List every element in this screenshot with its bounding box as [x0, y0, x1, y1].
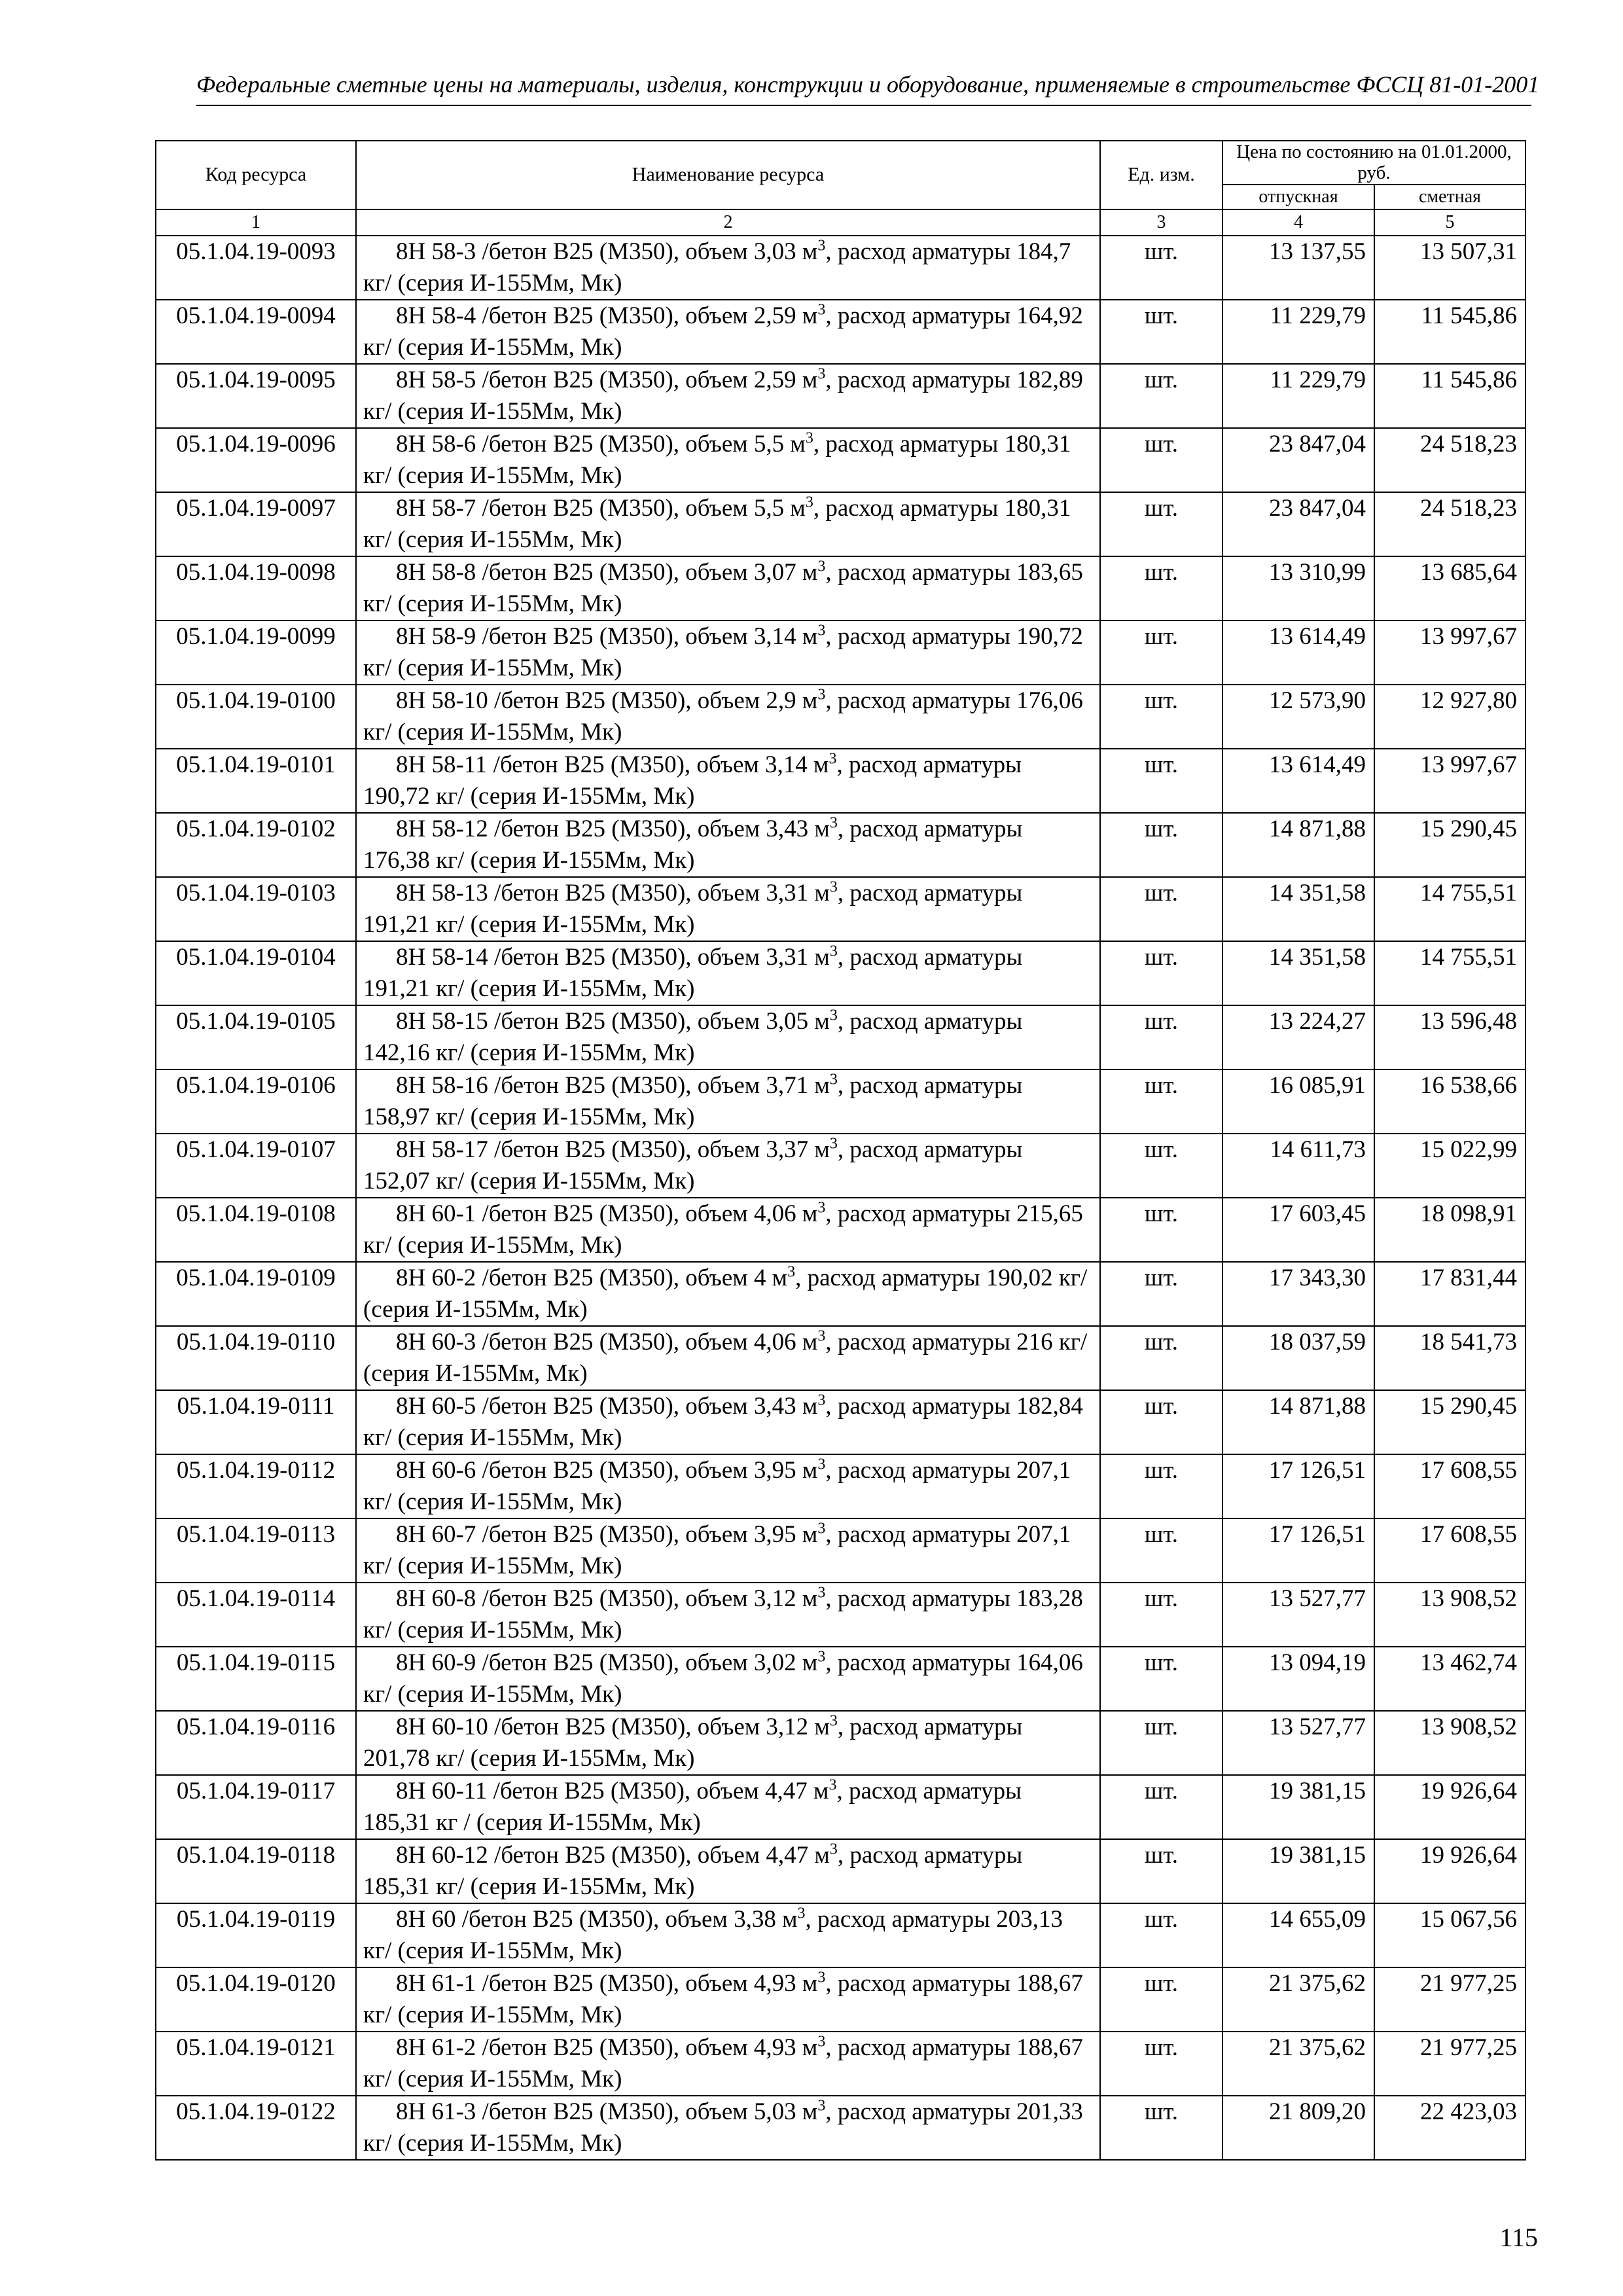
resource-code: 05.1.04.19-0113: [156, 1518, 356, 1583]
resource-name-text: , расход арматуры 185,31 кг / (серия И-155Мм, Мк): [363, 1777, 1022, 1836]
resource-name: [356, 1069, 1100, 1134]
unit: шт.: [1100, 1454, 1222, 1518]
resource-name-text: , расход арматуры 188,67 кг/ (серия И-155Мм, Мк): [363, 2034, 1083, 2092]
estimate-price: 15 067,56: [1374, 1903, 1525, 1967]
estimate-price: 12 927,80: [1374, 685, 1525, 749]
superscript-exponent: 3: [817, 686, 826, 704]
superscript-exponent: 3: [805, 429, 813, 447]
resource-name-text: 8Н 58-7 /бетон В25 (М350), объем 5,5 м: [396, 494, 806, 522]
release-price: 13 527,77: [1222, 1583, 1374, 1647]
table-row: [156, 620, 1525, 685]
resource-name-text: 8Н 58-8 /бетон В25 (М350), объем 3,07 м: [396, 558, 818, 586]
resource-name-text: , расход арматуры 207,1 кг/ (серия И-155Мм, Мк): [363, 1520, 1071, 1579]
release-price: 21 809,20: [1222, 2096, 1374, 2160]
unit: шт.: [1100, 1967, 1222, 2032]
table-row: [156, 1711, 1525, 1775]
release-price: 23 847,04: [1222, 492, 1374, 556]
resource-name-text: 8Н 60-6 /бетон В25 (М350), объем 3,95 м: [396, 1456, 818, 1484]
resource-name-text: , расход арматуры 190,72 кг/ (серия И-155Мм, Мк): [363, 751, 1022, 810]
release-price: 17 126,51: [1222, 1518, 1374, 1583]
estimate-price: 17 608,55: [1374, 1518, 1525, 1583]
resource-name-text: , расход арматуры 176,38 кг/ (серия И-155Мм, Мк): [363, 815, 1023, 874]
table-row: [156, 1198, 1525, 1262]
resource-name-text: 8Н 58-15 /бетон В25 (М350), объем 3,05 м: [396, 1007, 830, 1035]
release-price: 13 224,27: [1222, 1005, 1374, 1069]
table-row: [156, 1326, 1525, 1390]
table-row: [156, 685, 1525, 749]
table-row: [156, 1903, 1525, 1967]
resource-name-text: , расход арматуры 216 кг/ (серия И-155Мм, Мк): [363, 1328, 1088, 1387]
resource-code: 05.1.04.19-0114: [156, 1583, 356, 1647]
resource-name-text: 8Н 60-3 /бетон В25 (М350), объем 4,06 м: [396, 1328, 818, 1355]
superscript-exponent: 3: [817, 558, 826, 575]
resource-code: 05.1.04.19-0103: [156, 877, 356, 941]
page-number: 115: [1499, 2223, 1538, 2252]
header-unit: Ед. изм.: [1100, 141, 1222, 209]
unit: шт.: [1100, 2096, 1222, 2160]
table-row: [156, 877, 1525, 941]
resource-name-text: 8Н 58-17 /бетон В25 (М350), объем 3,37 м: [396, 1136, 830, 1163]
estimate-price: 14 755,51: [1374, 941, 1525, 1005]
table-row: [156, 1967, 1525, 2032]
superscript-exponent: 3: [829, 1840, 838, 1858]
release-price: 13 527,77: [1222, 1711, 1374, 1775]
resource-name-text: , расход арматуры 182,89 кг/ (серия И-155Мм, Мк): [363, 366, 1083, 425]
unit: шт.: [1100, 2032, 1222, 2096]
resource-name-text: 8Н 58-5 /бетон В25 (М350), объем 2,59 м: [396, 366, 818, 393]
estimate-price: 21 977,25: [1374, 1967, 1525, 2032]
resource-code: 05.1.04.19-0119: [156, 1903, 356, 1967]
estimate-price: 19 926,64: [1374, 1839, 1525, 1903]
release-price: 14 351,58: [1222, 941, 1374, 1005]
superscript-exponent: 3: [817, 301, 826, 319]
resource-name-text: , расход арматуры 142,16 кг/ (серия И-155Мм, Мк): [363, 1007, 1023, 1066]
resource-name-text: , расход арматуры 207,1 кг/ (серия И-155Мм, Мк): [363, 1456, 1071, 1515]
table-row: [156, 300, 1525, 364]
release-price: 14 611,73: [1222, 1134, 1374, 1198]
unit: шт.: [1100, 1262, 1222, 1326]
superscript-exponent: 3: [829, 814, 838, 832]
superscript-exponent: 3: [829, 1007, 838, 1024]
header-release-price: отпускная: [1222, 185, 1374, 209]
resource-name-text: , расход арматуры 190,72 кг/ (серия И-155Мм, Мк): [363, 622, 1083, 681]
table-row: [156, 492, 1525, 556]
resource-name-text: , расход арматуры 203,13 кг/ (серия И-155Мм, Мк): [363, 1905, 1063, 1964]
estimate-price: 24 518,23: [1374, 428, 1525, 492]
unit: шт.: [1100, 877, 1222, 941]
resource-name: [356, 1711, 1100, 1775]
unit: шт.: [1100, 492, 1222, 556]
estimate-price: 13 997,67: [1374, 620, 1525, 685]
superscript-exponent: 3: [817, 1327, 826, 1345]
estimate-price: 13 507,31: [1374, 236, 1525, 300]
unit: шт.: [1100, 364, 1222, 428]
resource-code: 05.1.04.19-0115: [156, 1647, 356, 1711]
resource-name: [356, 877, 1100, 941]
resource-name-text: 8Н 61-3 /бетон В25 (М350), объем 5,03 м: [396, 2098, 818, 2125]
unit: шт.: [1100, 1903, 1222, 1967]
estimate-price: 22 423,03: [1374, 2096, 1525, 2160]
resource-code: 05.1.04.19-0101: [156, 749, 356, 813]
table-row: [156, 1839, 1525, 1903]
resource-code: 05.1.04.19-0111: [156, 1390, 356, 1454]
header-code: Код ресурса: [156, 141, 356, 209]
resource-name-text: 8Н 60-7 /бетон В25 (М350), объем 3,95 м: [396, 1520, 818, 1548]
running-header: Федеральные сметные цены на материалы, изделия, конструкции и оборудование, применяемые в строительстве ФССЦ 81-01-2001: [196, 71, 1540, 98]
estimate-price: 17 608,55: [1374, 1454, 1525, 1518]
resource-code: 05.1.04.19-0112: [156, 1454, 356, 1518]
resource-name: [356, 556, 1100, 620]
resource-code: 05.1.04.19-0099: [156, 620, 356, 685]
resource-code: 05.1.04.19-0097: [156, 492, 356, 556]
release-price: 12 573,90: [1222, 685, 1374, 749]
estimate-price: 14 755,51: [1374, 877, 1525, 941]
unit: шт.: [1100, 1583, 1222, 1647]
release-price: 13 137,55: [1222, 236, 1374, 300]
column-number: 3: [1100, 209, 1222, 236]
release-price: 23 847,04: [1222, 428, 1374, 492]
estimate-price: 13 596,48: [1374, 1005, 1525, 1069]
column-number-row: [156, 209, 1525, 236]
resource-code: 05.1.04.19-0109: [156, 1262, 356, 1326]
resource-name-text: 8Н 61-2 /бетон В25 (М350), объем 4,93 м: [396, 2034, 818, 2061]
table-row: [156, 364, 1525, 428]
resource-name: [356, 1198, 1100, 1262]
unit: шт.: [1100, 1775, 1222, 1839]
table-row: [156, 428, 1525, 492]
resource-name: [356, 1903, 1100, 1967]
resource-name-text: , расход арматуры 191,21 кг/ (серия И-155Мм, Мк): [363, 879, 1023, 938]
unit: шт.: [1100, 428, 1222, 492]
resource-code: 05.1.04.19-0102: [156, 813, 356, 877]
resource-name: [356, 236, 1100, 300]
unit: шт.: [1100, 1518, 1222, 1583]
resource-name: [356, 1775, 1100, 1839]
resource-name-text: , расход арматуры 183,28 кг/ (серия И-155Мм, Мк): [363, 1585, 1083, 1643]
resource-name-text: , расход арматуры 180,31 кг/ (серия И-155Мм, Мк): [363, 430, 1071, 489]
estimate-price: 18 541,73: [1374, 1326, 1525, 1390]
resource-name-text: , расход арматуры 184,7 кг/ (серия И-155Мм, Мк): [363, 238, 1071, 296]
table-row: [156, 1262, 1525, 1326]
superscript-exponent: 3: [817, 1969, 826, 1986]
release-price: 21 375,62: [1222, 2032, 1374, 2096]
unit: шт.: [1100, 300, 1222, 364]
unit: шт.: [1100, 1134, 1222, 1198]
unit: шт.: [1100, 1390, 1222, 1454]
superscript-exponent: 3: [817, 1391, 826, 1409]
release-price: 17 126,51: [1222, 1454, 1374, 1518]
resource-name-text: 8Н 58-3 /бетон В25 (М350), объем 3,03 м: [396, 238, 818, 265]
superscript-exponent: 3: [829, 878, 838, 896]
resource-code: 05.1.04.19-0093: [156, 236, 356, 300]
estimate-price: 13 685,64: [1374, 556, 1525, 620]
release-price: 14 655,09: [1222, 1903, 1374, 1967]
unit: шт.: [1100, 813, 1222, 877]
table-row: [156, 1134, 1525, 1198]
superscript-exponent: 3: [817, 2033, 826, 2051]
resource-name: [356, 1390, 1100, 1454]
estimate-price: 15 290,45: [1374, 1390, 1525, 1454]
superscript-exponent: 3: [817, 237, 826, 255]
resource-name: [356, 1262, 1100, 1326]
resource-name-text: 8Н 58-6 /бетон В25 (М350), объем 5,5 м: [396, 430, 806, 457]
resource-code: 05.1.04.19-0110: [156, 1326, 356, 1390]
resource-name: [356, 428, 1100, 492]
estimate-price: 17 831,44: [1374, 1262, 1525, 1326]
superscript-exponent: 3: [817, 1456, 826, 1473]
resource-name: [356, 1647, 1100, 1711]
table-row: [156, 1583, 1525, 1647]
release-price: 19 381,15: [1222, 1775, 1374, 1839]
unit: шт.: [1100, 941, 1222, 1005]
column-number: 1: [156, 209, 356, 236]
resource-code: 05.1.04.19-0098: [156, 556, 356, 620]
estimate-price: 24 518,23: [1374, 492, 1525, 556]
column-number: 4: [1222, 209, 1374, 236]
table-row: [156, 1518, 1525, 1583]
resource-name-text: 8Н 58-14 /бетон В25 (М350), объем 3,31 м: [396, 943, 830, 971]
estimate-price: 16 538,66: [1374, 1069, 1525, 1134]
unit: шт.: [1100, 620, 1222, 685]
table-row: [156, 2032, 1525, 2096]
table-row: [156, 1454, 1525, 1518]
superscript-exponent: 3: [805, 493, 813, 511]
resource-name-text: 8Н 60-5 /бетон В25 (М350), объем 3,43 м: [396, 1392, 818, 1420]
resource-name-text: , расход арматуры 152,07 кг/ (серия И-155Мм, Мк): [363, 1136, 1023, 1194]
superscript-exponent: 3: [817, 2097, 826, 2115]
release-price: 17 343,30: [1222, 1262, 1374, 1326]
release-price: 14 871,88: [1222, 1390, 1374, 1454]
table-row: [156, 1647, 1525, 1711]
superscript-exponent: 3: [787, 1263, 796, 1281]
resource-name: [356, 364, 1100, 428]
release-price: 17 603,45: [1222, 1198, 1374, 1262]
header-rule: [196, 105, 1531, 106]
superscript-exponent: 3: [817, 1520, 826, 1537]
resource-code: 05.1.04.19-0117: [156, 1775, 356, 1839]
unit: шт.: [1100, 749, 1222, 813]
resource-name-text: 8Н 58-16 /бетон В25 (М350), объем 3,71 м: [396, 1071, 830, 1099]
resource-name: [356, 620, 1100, 685]
superscript-exponent: 3: [829, 1712, 838, 1730]
resource-name: [356, 685, 1100, 749]
resource-name-text: , расход арматуры 190,02 кг/ (серия И-155Мм, Мк): [363, 1264, 1088, 1323]
resource-name: [356, 813, 1100, 877]
resource-name-text: , расход арматуры 176,06 кг/ (серия И-155Мм, Мк): [363, 687, 1083, 745]
resource-name-text: , расход арматуры 164,06 кг/ (серия И-155Мм, Мк): [363, 1649, 1083, 1708]
superscript-exponent: 3: [817, 622, 826, 639]
release-price: 16 085,91: [1222, 1069, 1374, 1134]
resource-name-text: , расход арматуры 201,78 кг/ (серия И-155Мм, Мк): [363, 1713, 1023, 1772]
unit: шт.: [1100, 236, 1222, 300]
table-row: [156, 749, 1525, 813]
resource-name-text: 8Н 58-4 /бетон В25 (М350), объем 2,59 м: [396, 302, 818, 329]
resource-name-text: 8Н 58-11 /бетон В25 (М350), объем 3,14 м: [396, 751, 829, 778]
resource-name: [356, 1583, 1100, 1647]
superscript-exponent: 3: [797, 1905, 806, 1922]
resource-name: [356, 1134, 1100, 1198]
table-row: [156, 941, 1525, 1005]
header-estimate-price: сметная: [1374, 185, 1525, 209]
estimate-price: 11 545,86: [1374, 300, 1525, 364]
estimate-price: 15 290,45: [1374, 813, 1525, 877]
resource-code: 05.1.04.19-0106: [156, 1069, 356, 1134]
resource-code: 05.1.04.19-0105: [156, 1005, 356, 1069]
resource-name-text: , расход арматуры 201,33 кг/ (серия И-155Мм, Мк): [363, 2098, 1083, 2157]
unit: шт.: [1100, 1198, 1222, 1262]
resource-code: 05.1.04.19-0107: [156, 1134, 356, 1198]
superscript-exponent: 3: [829, 1776, 837, 1794]
resource-name: [356, 1518, 1100, 1583]
resource-name-text: , расход арматуры 215,65 кг/ (серия И-155Мм, Мк): [363, 1200, 1083, 1259]
resource-name-text: 8Н 58-12 /бетон В25 (М350), объем 3,43 м: [396, 815, 830, 842]
table-row: [156, 1069, 1525, 1134]
release-price: 11 229,79: [1222, 364, 1374, 428]
superscript-exponent: 3: [829, 1071, 838, 1088]
column-number: 2: [356, 209, 1100, 236]
release-price: 19 381,15: [1222, 1839, 1374, 1903]
resource-name-text: 8Н 58-10 /бетон В25 (М350), объем 2,9 м: [396, 687, 818, 714]
table-row: [156, 1005, 1525, 1069]
unit: шт.: [1100, 1839, 1222, 1903]
resource-name: [356, 300, 1100, 364]
resource-name-text: 8Н 60-2 /бетон В25 (М350), объем 4 м: [396, 1264, 788, 1291]
price-table: [155, 140, 1526, 2161]
estimate-price: 11 545,86: [1374, 364, 1525, 428]
release-price: 14 351,58: [1222, 877, 1374, 941]
unit: шт.: [1100, 1711, 1222, 1775]
estimate-price: 13 908,52: [1374, 1583, 1525, 1647]
resource-code: 05.1.04.19-0100: [156, 685, 356, 749]
unit: шт.: [1100, 1005, 1222, 1069]
unit: шт.: [1100, 556, 1222, 620]
resource-name: [356, 941, 1100, 1005]
release-price: 13 310,99: [1222, 556, 1374, 620]
estimate-price: 18 098,91: [1374, 1198, 1525, 1262]
resource-name-text: , расход арматуры 185,31 кг/ (серия И-155Мм, Мк): [363, 1841, 1023, 1900]
resource-name-text: 8Н 60-8 /бетон В25 (М350), объем 3,12 м: [396, 1585, 818, 1612]
resource-name: [356, 1454, 1100, 1518]
release-price: 13 094,19: [1222, 1647, 1374, 1711]
table-row: [156, 236, 1525, 300]
superscript-exponent: 3: [817, 365, 826, 383]
release-price: 13 614,49: [1222, 749, 1374, 813]
estimate-price: 13 462,74: [1374, 1647, 1525, 1711]
table-body: [156, 236, 1525, 2160]
resource-name: [356, 1967, 1100, 2032]
table-row: [156, 2096, 1525, 2160]
resource-name-text: 8Н 61-1 /бетон В25 (М350), объем 4,93 м: [396, 1969, 818, 1997]
resource-code: 05.1.04.19-0104: [156, 941, 356, 1005]
resource-code: 05.1.04.19-0122: [156, 2096, 356, 2160]
resource-code: 05.1.04.19-0096: [156, 428, 356, 492]
unit: шт.: [1100, 1326, 1222, 1390]
superscript-exponent: 3: [817, 1199, 826, 1217]
resource-name-text: , расход арматуры 182,84 кг/ (серия И-155Мм, Мк): [363, 1392, 1083, 1451]
superscript-exponent: 3: [829, 750, 837, 768]
release-price: 21 375,62: [1222, 1967, 1374, 2032]
release-price: 14 871,88: [1222, 813, 1374, 877]
resource-code: 05.1.04.19-0118: [156, 1839, 356, 1903]
resource-name: [356, 1005, 1100, 1069]
resource-code: 05.1.04.19-0108: [156, 1198, 356, 1262]
resource-name-text: 8Н 60-10 /бетон В25 (М350), объем 3,12 м: [396, 1713, 830, 1740]
release-price: 18 037,59: [1222, 1326, 1374, 1390]
estimate-price: 19 926,64: [1374, 1775, 1525, 1839]
superscript-exponent: 3: [817, 1584, 826, 1602]
resource-name-text: 8Н 60 /бетон В25 (М350), объем 3,38 м: [396, 1905, 798, 1933]
estimate-price: 13 997,67: [1374, 749, 1525, 813]
superscript-exponent: 3: [817, 1648, 826, 1666]
resource-name: [356, 1326, 1100, 1390]
resource-name-text: 8Н 58-13 /бетон В25 (М350), объем 3,31 м: [396, 879, 830, 906]
unit: шт.: [1100, 1647, 1222, 1711]
estimate-price: 21 977,25: [1374, 2032, 1525, 2096]
resource-name: [356, 492, 1100, 556]
resource-code: 05.1.04.19-0095: [156, 364, 356, 428]
resource-code: 05.1.04.19-0121: [156, 2032, 356, 2096]
header-price-group: Цена по состоянию на 01.01.2000, руб.: [1222, 141, 1525, 185]
resource-code: 05.1.04.19-0116: [156, 1711, 356, 1775]
resource-name: [356, 2032, 1100, 2096]
resource-code: 05.1.04.19-0094: [156, 300, 356, 364]
resource-name-text: 8Н 60-1 /бетон В25 (М350), объем 4,06 м: [396, 1200, 818, 1227]
estimate-price: 13 908,52: [1374, 1711, 1525, 1775]
resource-name: [356, 749, 1100, 813]
resource-name-text: 8Н 58-9 /бетон В25 (М350), объем 3,14 м: [396, 622, 818, 650]
resource-name-text: 8Н 60-9 /бетон В25 (М350), объем 3,02 м: [396, 1649, 818, 1676]
column-number: 5: [1374, 209, 1525, 236]
resource-name-text: , расход арматуры 164,92 кг/ (серия И-155Мм, Мк): [363, 302, 1083, 361]
resource-name-text: , расход арматуры 158,97 кг/ (серия И-155Мм, Мк): [363, 1071, 1023, 1130]
estimate-price: 15 022,99: [1374, 1134, 1525, 1198]
table-row: [156, 813, 1525, 877]
unit: шт.: [1100, 1069, 1222, 1134]
release-price: 13 614,49: [1222, 620, 1374, 685]
superscript-exponent: 3: [829, 1135, 838, 1153]
table-row: [156, 1390, 1525, 1454]
resource-name-text: , расход арматуры 180,31 кг/ (серия И-155Мм, Мк): [363, 494, 1071, 553]
resource-name-text: , расход арматуры 188,67 кг/ (серия И-155Мм, Мк): [363, 1969, 1083, 2028]
resource-name-text: , расход арматуры 191,21 кг/ (серия И-155Мм, Мк): [363, 943, 1023, 1002]
superscript-exponent: 3: [829, 942, 838, 960]
resource-name: [356, 1839, 1100, 1903]
resource-name: [356, 2096, 1100, 2160]
table-row: [156, 556, 1525, 620]
header-name: Наименование ресурса: [356, 141, 1100, 209]
resource-name-text: 8Н 60-12 /бетон В25 (М350), объем 4,47 м: [396, 1841, 830, 1869]
release-price: 11 229,79: [1222, 300, 1374, 364]
resource-name-text: , расход арматуры 183,65 кг/ (серия И-155Мм, Мк): [363, 558, 1083, 617]
table-row: [156, 1775, 1525, 1839]
unit: шт.: [1100, 685, 1222, 749]
resource-code: 05.1.04.19-0120: [156, 1967, 356, 2032]
resource-name-text: 8Н 60-11 /бетон В25 (М350), объем 4,47 м: [396, 1777, 829, 1804]
